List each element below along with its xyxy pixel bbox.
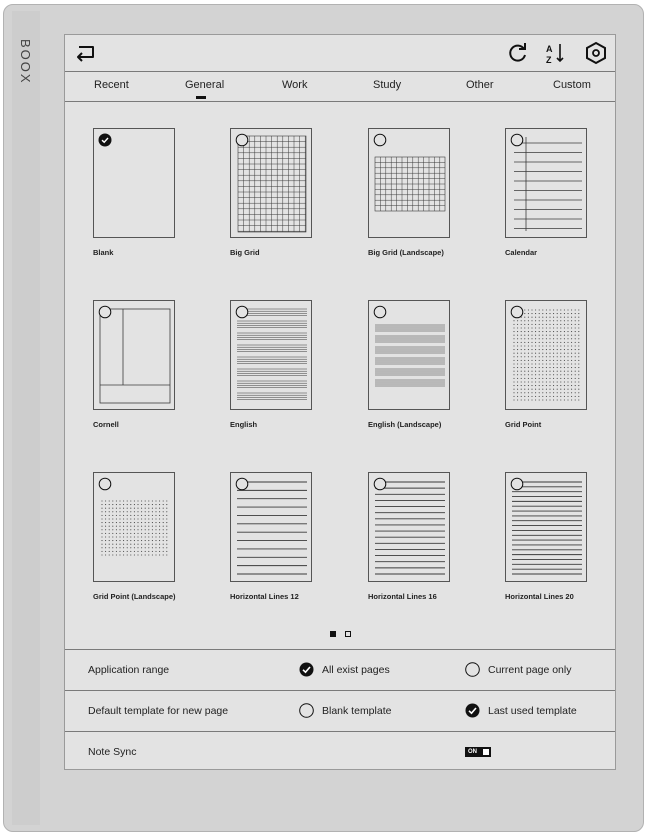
- template-label: Grid Point (Landscape): [93, 592, 176, 601]
- unselected-radio-icon[interactable]: [94, 301, 176, 411]
- template-label: Big Grid (Landscape): [368, 248, 444, 257]
- radio-all-exist-pages[interactable]: [299, 662, 314, 677]
- option-current-page-only[interactable]: Current page only: [488, 664, 572, 676]
- option-last-used-template[interactable]: Last used template: [488, 705, 577, 717]
- tab-work[interactable]: Work: [282, 79, 308, 91]
- template-thumbnail[interactable]: [505, 300, 587, 410]
- svg-text:Z: Z: [546, 55, 552, 65]
- application-range-label: Application range: [88, 664, 170, 676]
- note-sync-row: [65, 731, 615, 770]
- page-indicator-current[interactable]: [330, 631, 336, 637]
- template-label: Blank: [93, 248, 114, 257]
- unselected-radio-icon[interactable]: [231, 473, 313, 583]
- template-thumbnail[interactable]: [505, 128, 587, 238]
- radio-last-used-template[interactable]: [465, 703, 480, 718]
- template-label: Calendar: [505, 248, 538, 257]
- template-label: English: [230, 420, 258, 429]
- selected-check-icon[interactable]: [94, 129, 176, 239]
- tab-general[interactable]: General: [185, 79, 225, 91]
- unselected-radio-icon[interactable]: [369, 473, 451, 583]
- note-sync-label: Note Sync: [88, 746, 137, 758]
- template-picker-screen: [64, 34, 616, 770]
- unselected-radio-icon[interactable]: [506, 301, 588, 411]
- unselected-radio-icon[interactable]: [369, 129, 451, 239]
- back-arrow-icon[interactable]: [73, 40, 99, 66]
- tab-custom[interactable]: Custom: [553, 79, 591, 91]
- template-thumbnail[interactable]: [505, 472, 587, 582]
- page-indicator-next[interactable]: [345, 631, 351, 637]
- brand-logo: BOOX: [18, 39, 33, 85]
- unselected-radio-icon[interactable]: [506, 129, 588, 239]
- note-sync-toggle[interactable]: [465, 747, 491, 757]
- template-label: Horizontal Lines 12: [230, 592, 299, 601]
- device-bezel-strip: [12, 11, 40, 825]
- template-label: Big Grid: [230, 248, 260, 257]
- template-thumbnail[interactable]: [93, 128, 175, 238]
- sort-az-icon[interactable]: [543, 40, 569, 66]
- template-thumbnail[interactable]: [93, 472, 175, 582]
- default-template-row: [65, 690, 615, 732]
- template-label: Horizontal Lines 20: [505, 592, 574, 601]
- radio-blank-template[interactable]: [299, 703, 314, 718]
- tab-recent[interactable]: Recent: [94, 79, 129, 91]
- template-thumbnail[interactable]: [230, 128, 312, 238]
- settings-hexagon-icon[interactable]: [583, 40, 609, 66]
- unselected-radio-icon[interactable]: [231, 301, 313, 411]
- default-template-label: Default template for new page: [88, 705, 229, 717]
- template-label: English (Landscape): [368, 420, 442, 429]
- svg-text:A: A: [546, 44, 553, 54]
- tab-study[interactable]: Study: [373, 79, 402, 91]
- option-blank-template[interactable]: Blank template: [322, 705, 392, 717]
- application-range-row: [65, 649, 615, 691]
- template-thumbnail[interactable]: [368, 300, 450, 410]
- template-thumbnail[interactable]: [368, 472, 450, 582]
- radio-current-page-only[interactable]: [465, 662, 480, 677]
- tab-other[interactable]: Other: [466, 79, 494, 91]
- template-label: Cornell: [93, 420, 119, 429]
- template-thumbnail[interactable]: [93, 300, 175, 410]
- option-all-exist-pages[interactable]: All exist pages: [322, 664, 390, 676]
- unselected-radio-icon[interactable]: [506, 473, 588, 583]
- toggle-on-text: ON: [468, 749, 477, 755]
- template-thumbnail[interactable]: [368, 128, 450, 238]
- active-tab-indicator: [196, 96, 206, 99]
- refresh-icon[interactable]: [505, 40, 531, 66]
- top-toolbar: [65, 35, 615, 72]
- unselected-radio-icon[interactable]: [369, 301, 451, 411]
- toggle-knob: [483, 749, 489, 755]
- template-label: Horizontal Lines 16: [368, 592, 437, 601]
- template-thumbnail[interactable]: [230, 472, 312, 582]
- category-tabs: [65, 71, 615, 102]
- unselected-radio-icon[interactable]: [231, 129, 313, 239]
- template-thumbnail[interactable]: [230, 300, 312, 410]
- template-label: Grid Point: [505, 420, 542, 429]
- unselected-radio-icon[interactable]: [94, 473, 176, 583]
